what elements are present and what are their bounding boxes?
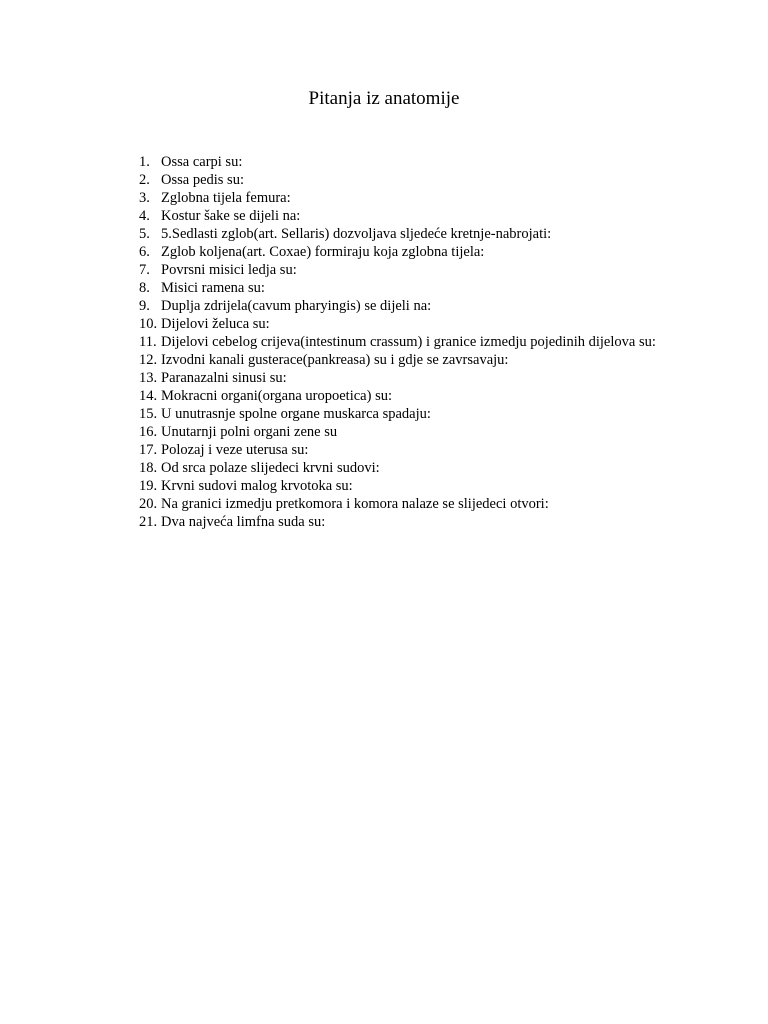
item-text: Paranazalni sinusi su: bbox=[161, 370, 287, 386]
list-item bbox=[128, 315, 688, 333]
list-item bbox=[128, 405, 688, 423]
item-text: Dijelovi želuca su: bbox=[161, 316, 270, 332]
list-item bbox=[128, 459, 688, 477]
item-number: 20. bbox=[139, 496, 158, 512]
item-text: U unutrasnje spolne organe muskarca spadaju: bbox=[161, 406, 431, 422]
item-number: 19. bbox=[139, 478, 158, 494]
list-item bbox=[128, 279, 688, 297]
item-number: 4. bbox=[139, 208, 150, 224]
item-text: Dijelovi cebelog crijeva(intestinum crassum) i granice izmedju pojedinih dijelova su: bbox=[161, 334, 656, 350]
item-text: Krvni sudovi malog krvotoka su: bbox=[161, 478, 353, 494]
list-item bbox=[128, 171, 688, 189]
list-item bbox=[128, 297, 688, 315]
question-list bbox=[128, 153, 688, 531]
item-number: 8. bbox=[139, 280, 150, 296]
item-number: 18. bbox=[139, 460, 158, 476]
list-item bbox=[128, 387, 688, 405]
item-number: 11. bbox=[139, 334, 157, 350]
list-item bbox=[128, 207, 688, 225]
list-item bbox=[128, 495, 688, 513]
item-number: 6. bbox=[139, 244, 150, 260]
item-number: 1. bbox=[139, 154, 150, 170]
item-number: 12. bbox=[139, 352, 158, 368]
item-text: Dva najveća limfna suda su: bbox=[161, 514, 326, 530]
item-number: 5. bbox=[139, 226, 150, 242]
item-text: Duplja zdrijela(cavum pharyingis) se dijeli na: bbox=[161, 298, 432, 314]
item-number: 13. bbox=[139, 370, 158, 386]
item-text: 5.Sedlasti zglob(art. Sellaris) dozvoljava sljedeće kretnje-nabrojati: bbox=[161, 226, 552, 242]
item-number: 9. bbox=[139, 298, 150, 314]
item-number: 2. bbox=[139, 172, 150, 188]
item-text: Misici ramena su: bbox=[161, 280, 265, 296]
list-item bbox=[128, 261, 688, 279]
item-text: Mokracni organi(organa uropoetica) su: bbox=[161, 388, 392, 404]
item-number: 15. bbox=[139, 406, 158, 422]
list-item bbox=[128, 477, 688, 495]
item-number: 17. bbox=[139, 442, 158, 458]
item-number: 16. bbox=[139, 424, 158, 440]
list-item bbox=[128, 153, 688, 171]
item-text: Povrsni misici ledja su: bbox=[161, 262, 297, 278]
list-item bbox=[128, 351, 688, 369]
item-text: Zglob koljena(art. Coxae) formiraju koja zglobna tijela: bbox=[161, 244, 485, 260]
item-number: 14. bbox=[139, 388, 158, 404]
item-text: Kostur šake se dijeli na: bbox=[161, 208, 301, 224]
item-text: Od srca polaze slijedeci krvni sudovi: bbox=[161, 460, 380, 476]
item-number: 7. bbox=[139, 262, 150, 278]
item-text: Izvodni kanali gusterace(pankreasa) su i gdje se zavrsavaju: bbox=[161, 352, 509, 368]
item-text: Ossa pedis su: bbox=[161, 172, 244, 188]
item-text: Unutarnji polni organi zene su bbox=[161, 424, 338, 440]
page-title: Pitanja iz anatomije bbox=[308, 88, 460, 109]
item-text: Zglobna tijela femura: bbox=[161, 190, 291, 206]
item-text: Na granici izmedju pretkomora i komora nalaze se slijedeci otvori: bbox=[161, 496, 549, 512]
item-text: Polozaj i veze uterusa su: bbox=[161, 442, 309, 458]
list-item bbox=[128, 369, 688, 387]
list-item bbox=[128, 189, 688, 207]
list-item bbox=[128, 513, 688, 531]
item-number: 21. bbox=[139, 514, 158, 530]
list-item bbox=[128, 243, 688, 261]
list-item bbox=[128, 333, 688, 351]
item-number: 3. bbox=[139, 190, 150, 206]
list-item bbox=[128, 441, 688, 459]
item-number: 10. bbox=[139, 316, 158, 332]
list-item bbox=[128, 225, 688, 243]
list-item bbox=[128, 423, 688, 441]
item-text: Ossa carpi su: bbox=[161, 154, 243, 170]
